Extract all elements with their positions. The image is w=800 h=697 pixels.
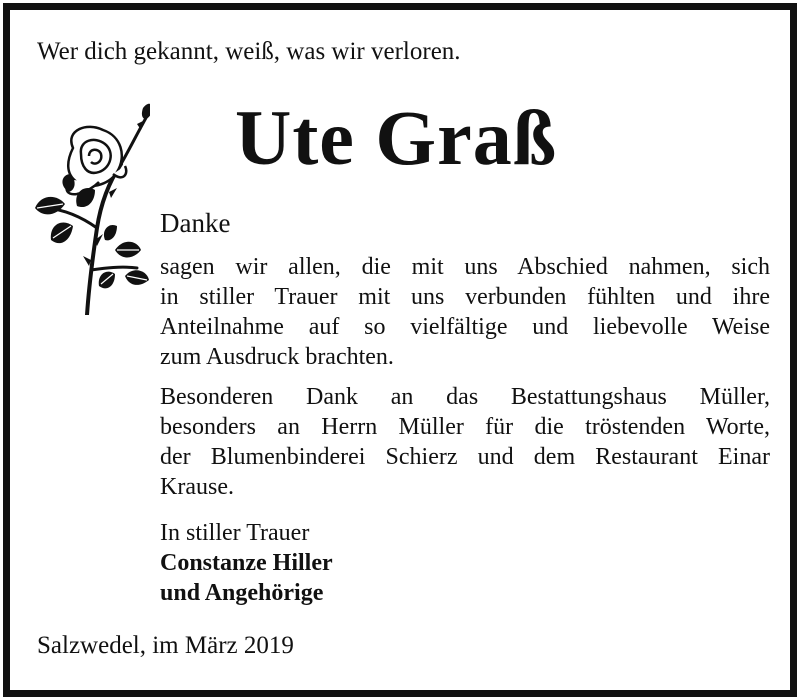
paragraph-line: der Blumenbinderei Schierz und dem Restaurant Einar [160, 444, 770, 470]
paragraph-line: besonders an Herrn Müller für die tröstenden Worte, [160, 414, 770, 440]
paragraph-line: sagen wir allen, die mit uns Abschied nahmen, sich [160, 254, 770, 280]
signature-family: und Angehörige [160, 580, 324, 606]
paragraph-line: Anteilnahme auf so vielfältige und liebevolle Weise [160, 314, 770, 340]
thanks-paragraph-2 [160, 382, 770, 502]
paragraph-line: Krause. [160, 474, 234, 500]
thanks-paragraph-1 [160, 252, 770, 372]
signature-name: Constanze Hiller [160, 550, 333, 576]
motto-text: Wer dich gekannt, weiß, was wir verloren. [37, 38, 461, 65]
rose-icon [25, 90, 150, 315]
thanks-heading: Danke [160, 208, 231, 238]
place-date: Salzwedel, im März 2019 [37, 632, 294, 659]
signature-intro: In stiller Trauer [160, 520, 310, 546]
deceased-name: Ute Graß [235, 94, 558, 181]
signature-block [160, 518, 333, 608]
paragraph-line: Besonderen Dank an das Bestattungshaus Müller, [160, 384, 770, 410]
paragraph-line: zum Ausdruck brachten. [160, 344, 394, 370]
obituary-card [3, 3, 797, 697]
paragraph-line: in stiller Trauer mit uns verbunden fühlten und ihre [160, 284, 770, 310]
